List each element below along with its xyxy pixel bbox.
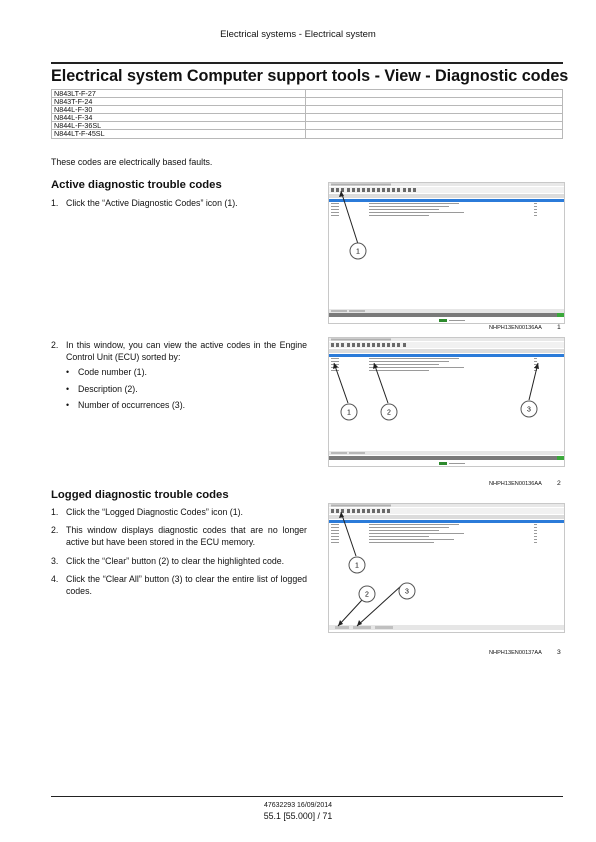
footer-page-number: 55.1 [55.000] / 71 (263, 811, 333, 821)
table-row (52, 98, 563, 106)
figure-2-screenshot (328, 337, 565, 467)
figure-number: 3 (557, 649, 561, 656)
callout-3: 3 (405, 588, 409, 596)
step-text: This window displays diagnostic codes that are no longer active but have been stored in the ECU memory. (66, 525, 307, 547)
table-row (52, 114, 563, 122)
active-step-2 (51, 339, 307, 365)
figure-1-screenshot (328, 182, 565, 324)
figure-number: 2 (557, 480, 561, 487)
callout-1: 1 (355, 562, 359, 570)
model-cell: N843LT-F-27 (52, 90, 306, 98)
callout-3: 3 (527, 406, 531, 414)
logged-step-2 (51, 524, 307, 550)
table-row (52, 90, 563, 98)
active-codes-heading: Active diagnostic trouble codes (51, 179, 222, 191)
running-header: Electrical systems - Electrical system (220, 29, 376, 40)
logged-codes-heading: Logged diagnostic trouble codes (51, 489, 229, 501)
logged-step-3 (51, 555, 307, 569)
table-row (52, 122, 563, 130)
table-row (52, 130, 563, 138)
software-window-1 (329, 183, 564, 323)
step-number: 1. (51, 507, 59, 517)
step-text: Click the “Clear” button (2) to clear the highlighted code. (66, 556, 285, 566)
footer-rule (51, 796, 563, 797)
step-text: Click the “Active Diagnostic Codes” icon (1). (66, 198, 238, 208)
model-cell: N844L-F-30 (52, 106, 306, 114)
step-text: Click the “Logged Diagnostic Codes” icon (1). (66, 507, 243, 517)
model-table (51, 89, 563, 139)
model-cell: N844L-F-36SL (52, 122, 306, 130)
callout-1: 1 (347, 409, 351, 417)
step-number: 1. (51, 198, 59, 208)
callout-2: 2 (387, 409, 391, 417)
intro-text: These codes are electrically based faults. (51, 157, 213, 167)
figure-caption: NHPH13EN00136AA (489, 481, 542, 487)
step-number: 2. (51, 340, 59, 350)
page-title: Electrical system Computer support tools - View - Diagnostic codes (51, 67, 569, 85)
model-cell: N844L-F-34 (52, 114, 306, 122)
model-cell: N843T-F-24 (52, 98, 306, 106)
callout-1: 1 (356, 248, 360, 256)
step-text: Click the “Clear All” button (3) to clear the entire list of logged codes. (66, 574, 307, 596)
active-step-1 (51, 197, 307, 211)
logged-step-1 (51, 506, 307, 520)
footer-document-code: 47632293 16/09/2014 (263, 802, 333, 809)
step-number: 2. (51, 525, 59, 535)
software-window-3 (329, 504, 564, 632)
figure-3-screenshot (328, 503, 565, 633)
logged-step-4 (51, 573, 307, 599)
figure-caption: NHPH13EN00137AA (489, 650, 542, 656)
step-text: In this window, you can view the active codes in the Engine Control Unit (ECU) sorted by: (66, 340, 307, 362)
header-rule (51, 62, 563, 64)
table-row (52, 106, 563, 114)
figure-number: 1 (557, 324, 561, 331)
model-cell: N844LT-F-45SL (52, 130, 306, 138)
step-number: 4. (51, 574, 59, 584)
figure-caption: NHPH13EN00136AA (489, 325, 542, 331)
step-number: 3. (51, 556, 59, 566)
callout-2: 2 (365, 591, 369, 599)
software-window-2 (329, 338, 564, 466)
